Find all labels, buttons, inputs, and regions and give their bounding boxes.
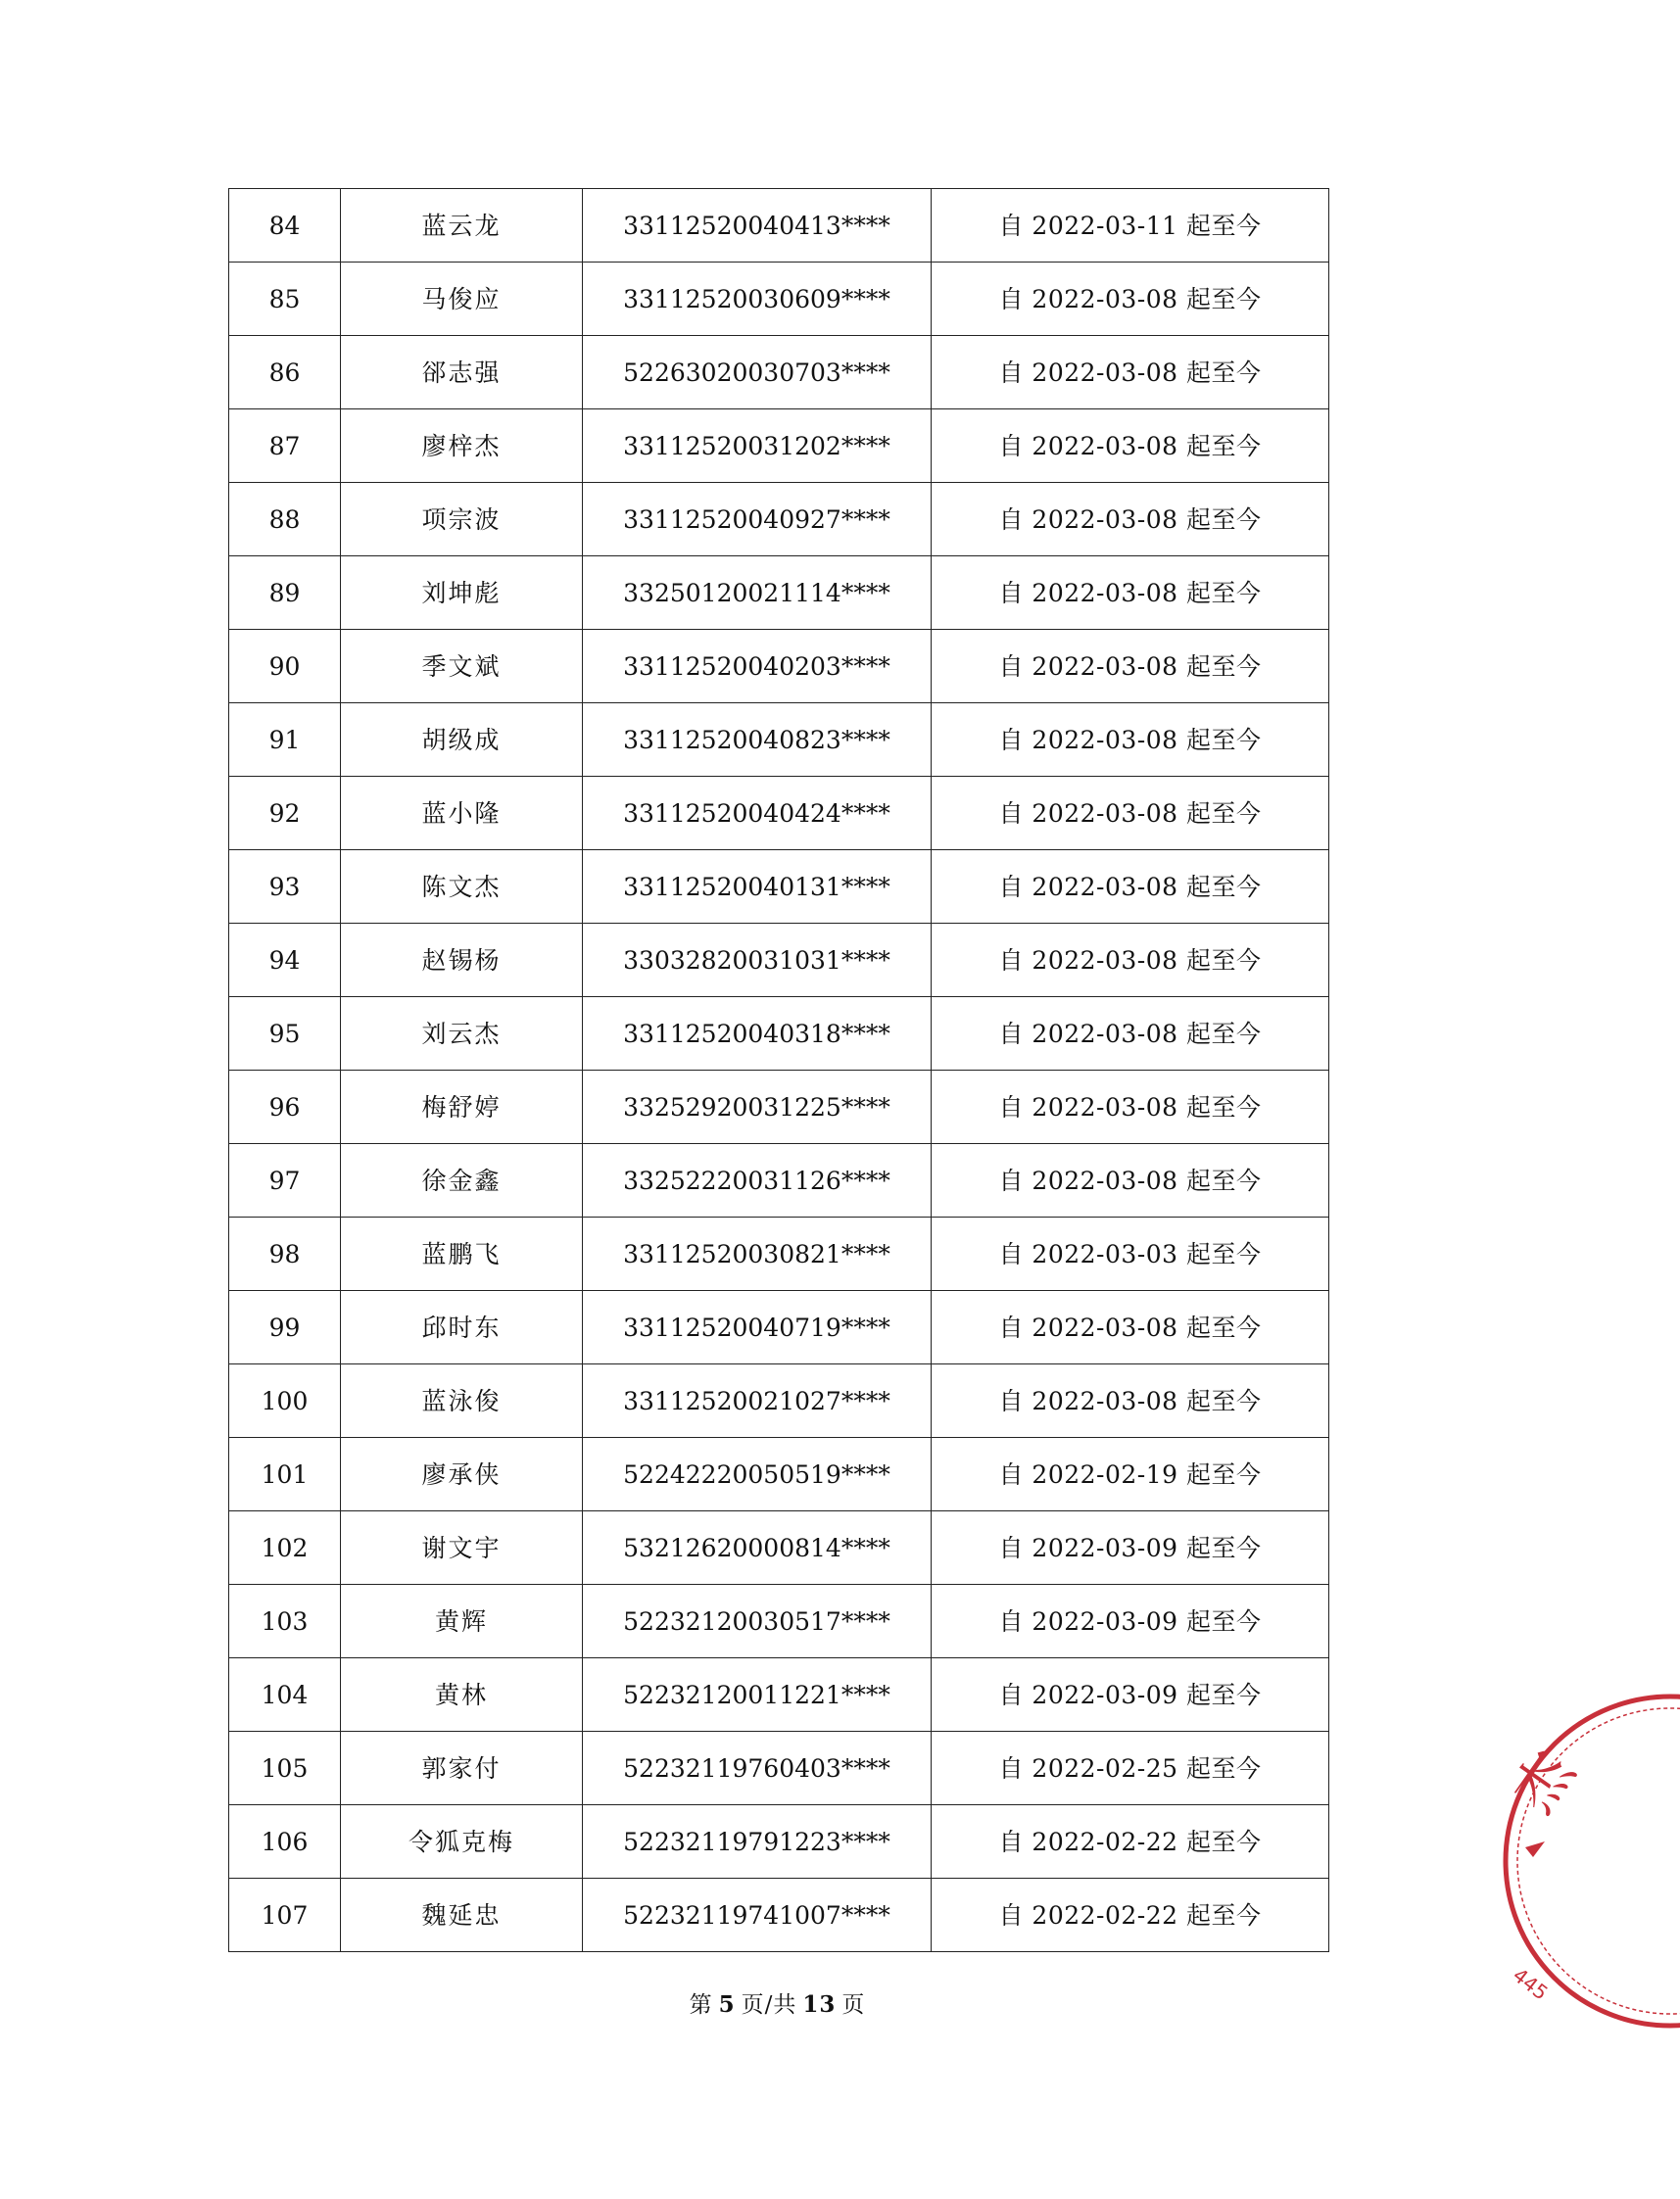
id-number-cell: 33112520030609**** — [583, 263, 932, 336]
name-cell: 郭家付 — [341, 1732, 583, 1805]
row-number-cell: 98 — [229, 1218, 341, 1291]
row-number-cell: 85 — [229, 263, 341, 336]
id-number-cell: 33112520040131**** — [583, 850, 932, 924]
table-row — [229, 1291, 1329, 1364]
row-number-cell: 102 — [229, 1511, 341, 1585]
table-row — [229, 850, 1329, 924]
name-cell: 徐金鑫 — [341, 1144, 583, 1218]
id-number-cell: 52232119760403**** — [583, 1732, 932, 1805]
id-number-cell: 33112520031202**** — [583, 409, 932, 483]
row-number-cell: 86 — [229, 336, 341, 409]
since-date-cell: 自 2022-03-08 起至今 — [932, 409, 1329, 483]
roster-table-body — [229, 189, 1329, 1952]
total-pages-number: 13 — [802, 1991, 837, 2018]
table-row — [229, 1805, 1329, 1879]
row-number-cell: 92 — [229, 777, 341, 850]
table-row — [229, 1585, 1329, 1658]
row-number-cell: 90 — [229, 630, 341, 703]
since-date-cell: 自 2022-03-08 起至今 — [932, 1144, 1329, 1218]
id-number-cell: 52263020030703**** — [583, 336, 932, 409]
table-row — [229, 336, 1329, 409]
row-number-cell: 106 — [229, 1805, 341, 1879]
name-cell: 马俊应 — [341, 263, 583, 336]
id-number-cell: 52242220050519**** — [583, 1438, 932, 1511]
id-number-cell: 33112520030821**** — [583, 1218, 932, 1291]
table-row — [229, 1658, 1329, 1732]
row-number-cell: 104 — [229, 1658, 341, 1732]
table-row — [229, 997, 1329, 1071]
table-row — [229, 189, 1329, 263]
name-cell: 廖承侠 — [341, 1438, 583, 1511]
table-row — [229, 1511, 1329, 1585]
since-date-cell: 自 2022-02-22 起至今 — [932, 1805, 1329, 1879]
row-number-cell: 95 — [229, 997, 341, 1071]
footer-middle: 页/共 — [741, 1992, 797, 2018]
row-number-cell: 91 — [229, 703, 341, 777]
table-row — [229, 1879, 1329, 1952]
table-row — [229, 1732, 1329, 1805]
name-cell: 刘云杰 — [341, 997, 583, 1071]
since-date-cell: 自 2022-03-09 起至今 — [932, 1511, 1329, 1585]
name-cell: 邱时东 — [341, 1291, 583, 1364]
table-row — [229, 924, 1329, 997]
row-number-cell: 97 — [229, 1144, 341, 1218]
seal-glyph: 杰 — [1500, 1739, 1588, 1825]
id-number-cell: 33252220031126**** — [583, 1144, 932, 1218]
id-number-cell: 33112520040203**** — [583, 630, 932, 703]
name-cell: 项宗波 — [341, 483, 583, 556]
id-number-cell: 33112520040424**** — [583, 777, 932, 850]
page-footer — [0, 1986, 1555, 2019]
id-number-cell: 33252920031225**** — [583, 1071, 932, 1144]
seal-star-fragment — [1525, 1841, 1545, 1857]
since-date-cell: 自 2022-02-22 起至今 — [932, 1879, 1329, 1952]
id-number-cell: 33112520040413**** — [583, 189, 932, 263]
table-row — [229, 1071, 1329, 1144]
table-row — [229, 1218, 1329, 1291]
id-number-cell: 33112520021027**** — [583, 1364, 932, 1438]
row-number-cell: 94 — [229, 924, 341, 997]
row-number-cell: 103 — [229, 1585, 341, 1658]
since-date-cell: 自 2022-03-08 起至今 — [932, 924, 1329, 997]
name-cell: 魏延忠 — [341, 1879, 583, 1952]
id-number-cell: 52232119741007**** — [583, 1879, 932, 1952]
table-row — [229, 1438, 1329, 1511]
since-date-cell: 自 2022-03-08 起至今 — [932, 630, 1329, 703]
table-row — [229, 1144, 1329, 1218]
since-date-cell: 自 2022-03-03 起至今 — [932, 1218, 1329, 1291]
name-cell: 令狐克梅 — [341, 1805, 583, 1879]
table-row — [229, 409, 1329, 483]
current-page-number: 5 — [718, 1991, 736, 2018]
since-date-cell: 自 2022-03-08 起至今 — [932, 777, 1329, 850]
row-number-cell: 99 — [229, 1291, 341, 1364]
id-number-cell: 33112520040318**** — [583, 997, 932, 1071]
since-date-cell: 自 2022-03-08 起至今 — [932, 1071, 1329, 1144]
name-cell: 廖梓杰 — [341, 409, 583, 483]
name-cell: 蓝泳俊 — [341, 1364, 583, 1438]
name-cell: 郤志强 — [341, 336, 583, 409]
row-number-cell: 93 — [229, 850, 341, 924]
name-cell: 黄辉 — [341, 1585, 583, 1658]
id-number-cell: 33112520040823**** — [583, 703, 932, 777]
seal-digits: 445 — [1508, 1963, 1553, 2005]
name-cell: 蓝云龙 — [341, 189, 583, 263]
id-number-cell: 33112520040719**** — [583, 1291, 932, 1364]
footer-prefix: 第 — [689, 1992, 713, 2018]
id-number-cell: 52232120030517**** — [583, 1585, 932, 1658]
table-row — [229, 556, 1329, 630]
id-number-cell: 33032820031031**** — [583, 924, 932, 997]
since-date-cell: 自 2022-03-08 起至今 — [932, 483, 1329, 556]
since-date-cell: 自 2022-03-08 起至今 — [932, 556, 1329, 630]
table-row — [229, 263, 1329, 336]
table-row — [229, 777, 1329, 850]
table-row — [229, 630, 1329, 703]
id-number-cell: 52232120011221**** — [583, 1658, 932, 1732]
table-row — [229, 1364, 1329, 1438]
row-number-cell: 96 — [229, 1071, 341, 1144]
since-date-cell: 自 2022-03-08 起至今 — [932, 850, 1329, 924]
roster-table — [228, 188, 1329, 1952]
name-cell: 刘坤彪 — [341, 556, 583, 630]
table-row — [229, 483, 1329, 556]
id-number-cell: 53212620000814**** — [583, 1511, 932, 1585]
since-date-cell: 自 2022-03-08 起至今 — [932, 997, 1329, 1071]
name-cell: 赵锡杨 — [341, 924, 583, 997]
id-number-cell: 52232119791223**** — [583, 1805, 932, 1879]
table-row — [229, 703, 1329, 777]
row-number-cell: 88 — [229, 483, 341, 556]
since-date-cell: 自 2022-03-09 起至今 — [932, 1585, 1329, 1658]
since-date-cell: 自 2022-03-08 起至今 — [932, 336, 1329, 409]
official-seal-stamp — [1500, 1655, 1680, 2067]
row-number-cell: 100 — [229, 1364, 341, 1438]
row-number-cell: 89 — [229, 556, 341, 630]
since-date-cell: 自 2022-02-25 起至今 — [932, 1732, 1329, 1805]
name-cell: 季文斌 — [341, 630, 583, 703]
name-cell: 胡级成 — [341, 703, 583, 777]
since-date-cell: 自 2022-03-08 起至今 — [932, 1364, 1329, 1438]
since-date-cell: 自 2022-03-08 起至今 — [932, 263, 1329, 336]
name-cell: 谢文宇 — [341, 1511, 583, 1585]
id-number-cell: 33112520040927**** — [583, 483, 932, 556]
name-cell: 黄林 — [341, 1658, 583, 1732]
id-number-cell: 33250120021114**** — [583, 556, 932, 630]
row-number-cell: 105 — [229, 1732, 341, 1805]
row-number-cell: 87 — [229, 409, 341, 483]
row-number-cell: 84 — [229, 189, 341, 263]
name-cell: 陈文杰 — [341, 850, 583, 924]
row-number-cell: 101 — [229, 1438, 341, 1511]
footer-suffix: 页 — [841, 1992, 866, 2018]
since-date-cell: 自 2022-03-08 起至今 — [932, 1291, 1329, 1364]
name-cell: 蓝鹏飞 — [341, 1218, 583, 1291]
name-cell: 蓝小隆 — [341, 777, 583, 850]
since-date-cell: 自 2022-03-08 起至今 — [932, 703, 1329, 777]
since-date-cell: 自 2022-03-09 起至今 — [932, 1658, 1329, 1732]
row-number-cell: 107 — [229, 1879, 341, 1952]
since-date-cell: 自 2022-02-19 起至今 — [932, 1438, 1329, 1511]
since-date-cell: 自 2022-03-11 起至今 — [932, 189, 1329, 263]
name-cell: 梅舒婷 — [341, 1071, 583, 1144]
